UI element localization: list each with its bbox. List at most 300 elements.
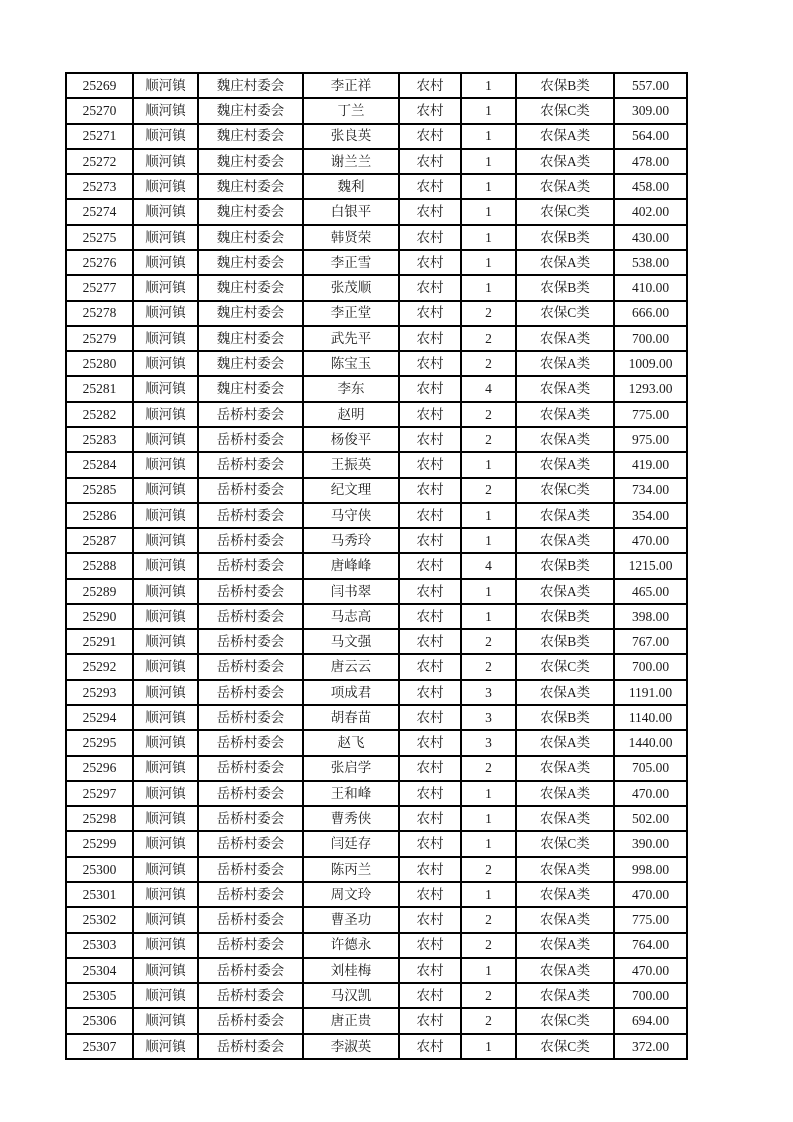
table-row — [66, 781, 687, 806]
village-committee-cell: 岳桥村委会 — [198, 553, 303, 578]
town-cell: 顺河镇 — [133, 124, 198, 149]
amount-cell: 764.00 — [614, 933, 687, 958]
person-count-cell: 1 — [461, 882, 516, 907]
insurance-class-cell: 农保A类 — [516, 983, 614, 1008]
person-name-cell: 曹秀侠 — [303, 806, 399, 831]
amount-cell: 700.00 — [614, 983, 687, 1008]
amount-cell: 419.00 — [614, 452, 687, 477]
residence-type-cell: 农村 — [399, 250, 461, 275]
person-name-cell: 刘桂梅 — [303, 958, 399, 983]
amount-cell: 700.00 — [614, 326, 687, 351]
person-name-cell: 李东 — [303, 376, 399, 401]
village-committee-cell: 魏庄村委会 — [198, 301, 303, 326]
town-cell: 顺河镇 — [133, 831, 198, 856]
village-committee-cell: 岳桥村委会 — [198, 756, 303, 781]
amount-cell: 734.00 — [614, 478, 687, 503]
record-id-cell: 25284 — [66, 452, 133, 477]
amount-cell: 390.00 — [614, 831, 687, 856]
table-row — [66, 654, 687, 679]
person-count-cell: 2 — [461, 654, 516, 679]
person-count-cell: 4 — [461, 553, 516, 578]
insurance-class-cell: 农保B类 — [516, 553, 614, 578]
residence-type-cell: 农村 — [399, 199, 461, 224]
record-id-cell: 25295 — [66, 730, 133, 755]
person-name-cell: 谢兰兰 — [303, 149, 399, 174]
village-committee-cell: 魏庄村委会 — [198, 149, 303, 174]
person-count-cell: 2 — [461, 301, 516, 326]
table-row — [66, 604, 687, 629]
residence-type-cell: 农村 — [399, 225, 461, 250]
town-cell: 顺河镇 — [133, 376, 198, 401]
person-count-cell: 1 — [461, 806, 516, 831]
record-id-cell: 25287 — [66, 528, 133, 553]
amount-cell: 458.00 — [614, 174, 687, 199]
person-count-cell: 2 — [461, 427, 516, 452]
person-count-cell: 1 — [461, 225, 516, 250]
record-id-cell: 25301 — [66, 882, 133, 907]
residence-type-cell: 农村 — [399, 654, 461, 679]
person-count-cell: 1 — [461, 124, 516, 149]
insurance-class-cell: 农保A类 — [516, 857, 614, 882]
table-row — [66, 882, 687, 907]
residence-type-cell: 农村 — [399, 301, 461, 326]
town-cell: 顺河镇 — [133, 326, 198, 351]
person-name-cell: 武先平 — [303, 326, 399, 351]
insurance-class-cell: 农保A类 — [516, 250, 614, 275]
table-row — [66, 427, 687, 452]
table-row — [66, 326, 687, 351]
amount-cell: 666.00 — [614, 301, 687, 326]
village-committee-cell: 岳桥村委会 — [198, 705, 303, 730]
person-name-cell: 张启学 — [303, 756, 399, 781]
village-committee-cell: 岳桥村委会 — [198, 503, 303, 528]
town-cell: 顺河镇 — [133, 958, 198, 983]
insurance-class-cell: 农保A类 — [516, 402, 614, 427]
residence-type-cell: 农村 — [399, 1034, 461, 1059]
record-id-cell: 25272 — [66, 149, 133, 174]
table-row — [66, 402, 687, 427]
table-row — [66, 907, 687, 932]
benefit-records-table — [65, 72, 688, 1060]
amount-cell: 502.00 — [614, 806, 687, 831]
town-cell: 顺河镇 — [133, 149, 198, 174]
table-row — [66, 1034, 687, 1059]
record-id-cell: 25281 — [66, 376, 133, 401]
insurance-class-cell: 农保A类 — [516, 174, 614, 199]
table-row — [66, 756, 687, 781]
insurance-class-cell: 农保B类 — [516, 629, 614, 654]
town-cell: 顺河镇 — [133, 351, 198, 376]
person-count-cell: 2 — [461, 478, 516, 503]
village-committee-cell: 魏庄村委会 — [198, 376, 303, 401]
residence-type-cell: 农村 — [399, 351, 461, 376]
town-cell: 顺河镇 — [133, 1034, 198, 1059]
record-id-cell: 25304 — [66, 958, 133, 983]
record-id-cell: 25271 — [66, 124, 133, 149]
table-row — [66, 730, 687, 755]
residence-type-cell: 农村 — [399, 907, 461, 932]
person-count-cell: 1 — [461, 73, 516, 98]
person-count-cell: 1 — [461, 250, 516, 275]
insurance-class-cell: 农保A类 — [516, 933, 614, 958]
village-committee-cell: 岳桥村委会 — [198, 781, 303, 806]
village-committee-cell: 岳桥村委会 — [198, 654, 303, 679]
table-row — [66, 98, 687, 123]
town-cell: 顺河镇 — [133, 730, 198, 755]
record-id-cell: 25305 — [66, 983, 133, 1008]
record-id-cell: 25280 — [66, 351, 133, 376]
insurance-class-cell: 农保C类 — [516, 98, 614, 123]
table-row — [66, 73, 687, 98]
village-committee-cell: 岳桥村委会 — [198, 478, 303, 503]
residence-type-cell: 农村 — [399, 427, 461, 452]
village-committee-cell: 魏庄村委会 — [198, 225, 303, 250]
person-count-cell: 1 — [461, 174, 516, 199]
town-cell: 顺河镇 — [133, 806, 198, 831]
person-name-cell: 马文强 — [303, 629, 399, 654]
residence-type-cell: 农村 — [399, 402, 461, 427]
person-name-cell: 唐峰峰 — [303, 553, 399, 578]
record-id-cell: 25274 — [66, 199, 133, 224]
town-cell: 顺河镇 — [133, 781, 198, 806]
town-cell: 顺河镇 — [133, 73, 198, 98]
amount-cell: 564.00 — [614, 124, 687, 149]
table-row — [66, 958, 687, 983]
amount-cell: 1293.00 — [614, 376, 687, 401]
insurance-class-cell: 农保A类 — [516, 149, 614, 174]
town-cell: 顺河镇 — [133, 301, 198, 326]
amount-cell: 975.00 — [614, 427, 687, 452]
person-name-cell: 周文玲 — [303, 882, 399, 907]
table-row — [66, 1008, 687, 1033]
person-count-cell: 1 — [461, 149, 516, 174]
record-id-cell: 25278 — [66, 301, 133, 326]
record-id-cell: 25279 — [66, 326, 133, 351]
table-row — [66, 831, 687, 856]
amount-cell: 470.00 — [614, 882, 687, 907]
record-id-cell: 25275 — [66, 225, 133, 250]
village-committee-cell: 岳桥村委会 — [198, 579, 303, 604]
record-id-cell: 25303 — [66, 933, 133, 958]
person-name-cell: 唐云云 — [303, 654, 399, 679]
record-id-cell: 25282 — [66, 402, 133, 427]
person-name-cell: 唐正贵 — [303, 1008, 399, 1033]
record-id-cell: 25297 — [66, 781, 133, 806]
village-committee-cell: 岳桥村委会 — [198, 452, 303, 477]
person-name-cell: 白银平 — [303, 199, 399, 224]
town-cell: 顺河镇 — [133, 199, 198, 224]
person-name-cell: 曹圣功 — [303, 907, 399, 932]
amount-cell: 470.00 — [614, 958, 687, 983]
town-cell: 顺河镇 — [133, 579, 198, 604]
person-name-cell: 项成君 — [303, 680, 399, 705]
amount-cell: 410.00 — [614, 275, 687, 300]
record-id-cell: 25276 — [66, 250, 133, 275]
village-committee-cell: 岳桥村委会 — [198, 983, 303, 1008]
person-name-cell: 许德永 — [303, 933, 399, 958]
table-row — [66, 478, 687, 503]
amount-cell: 775.00 — [614, 907, 687, 932]
person-name-cell: 张茂顺 — [303, 275, 399, 300]
insurance-class-cell: 农保C类 — [516, 1008, 614, 1033]
residence-type-cell: 农村 — [399, 958, 461, 983]
residence-type-cell: 农村 — [399, 933, 461, 958]
town-cell: 顺河镇 — [133, 528, 198, 553]
village-committee-cell: 魏庄村委会 — [198, 174, 303, 199]
amount-cell: 767.00 — [614, 629, 687, 654]
insurance-class-cell: 农保A类 — [516, 806, 614, 831]
person-count-cell: 1 — [461, 452, 516, 477]
insurance-class-cell: 农保A类 — [516, 756, 614, 781]
residence-type-cell: 农村 — [399, 831, 461, 856]
village-committee-cell: 魏庄村委会 — [198, 124, 303, 149]
person-count-cell: 3 — [461, 680, 516, 705]
table-row — [66, 174, 687, 199]
person-count-cell: 1 — [461, 275, 516, 300]
person-name-cell: 陈宝玉 — [303, 351, 399, 376]
town-cell: 顺河镇 — [133, 174, 198, 199]
table-row — [66, 301, 687, 326]
person-count-cell: 1 — [461, 831, 516, 856]
amount-cell: 998.00 — [614, 857, 687, 882]
insurance-class-cell: 农保B类 — [516, 604, 614, 629]
table-row — [66, 376, 687, 401]
person-name-cell: 马守侠 — [303, 503, 399, 528]
residence-type-cell: 农村 — [399, 174, 461, 199]
insurance-class-cell: 农保C类 — [516, 478, 614, 503]
town-cell: 顺河镇 — [133, 402, 198, 427]
residence-type-cell: 农村 — [399, 781, 461, 806]
amount-cell: 1215.00 — [614, 553, 687, 578]
table-row — [66, 705, 687, 730]
insurance-class-cell: 农保C类 — [516, 199, 614, 224]
table-row — [66, 553, 687, 578]
village-committee-cell: 岳桥村委会 — [198, 680, 303, 705]
person-count-cell: 1 — [461, 199, 516, 224]
amount-cell: 402.00 — [614, 199, 687, 224]
record-id-cell: 25293 — [66, 680, 133, 705]
residence-type-cell: 农村 — [399, 680, 461, 705]
town-cell: 顺河镇 — [133, 857, 198, 882]
person-name-cell: 李正祥 — [303, 73, 399, 98]
amount-cell: 398.00 — [614, 604, 687, 629]
person-name-cell: 闫廷存 — [303, 831, 399, 856]
person-count-cell: 2 — [461, 326, 516, 351]
residence-type-cell: 农村 — [399, 629, 461, 654]
town-cell: 顺河镇 — [133, 250, 198, 275]
insurance-class-cell: 农保B类 — [516, 275, 614, 300]
person-name-cell: 李淑英 — [303, 1034, 399, 1059]
town-cell: 顺河镇 — [133, 654, 198, 679]
record-id-cell: 25269 — [66, 73, 133, 98]
town-cell: 顺河镇 — [133, 553, 198, 578]
residence-type-cell: 农村 — [399, 705, 461, 730]
insurance-class-cell: 农保A类 — [516, 351, 614, 376]
record-id-cell: 25277 — [66, 275, 133, 300]
village-committee-cell: 魏庄村委会 — [198, 199, 303, 224]
town-cell: 顺河镇 — [133, 933, 198, 958]
village-committee-cell: 岳桥村委会 — [198, 604, 303, 629]
person-name-cell: 张良英 — [303, 124, 399, 149]
person-name-cell: 李正堂 — [303, 301, 399, 326]
amount-cell: 775.00 — [614, 402, 687, 427]
village-committee-cell: 岳桥村委会 — [198, 402, 303, 427]
village-committee-cell: 魏庄村委会 — [198, 98, 303, 123]
town-cell: 顺河镇 — [133, 604, 198, 629]
village-committee-cell: 魏庄村委会 — [198, 250, 303, 275]
village-committee-cell: 岳桥村委会 — [198, 1034, 303, 1059]
record-id-cell: 25273 — [66, 174, 133, 199]
person-count-cell: 1 — [461, 958, 516, 983]
amount-cell: 705.00 — [614, 756, 687, 781]
town-cell: 顺河镇 — [133, 427, 198, 452]
town-cell: 顺河镇 — [133, 983, 198, 1008]
amount-cell: 430.00 — [614, 225, 687, 250]
insurance-class-cell: 农保A类 — [516, 503, 614, 528]
table-row — [66, 629, 687, 654]
village-committee-cell: 岳桥村委会 — [198, 427, 303, 452]
amount-cell: 694.00 — [614, 1008, 687, 1033]
record-id-cell: 25291 — [66, 629, 133, 654]
record-id-cell: 25270 — [66, 98, 133, 123]
table-row — [66, 275, 687, 300]
person-name-cell: 赵明 — [303, 402, 399, 427]
village-committee-cell: 岳桥村委会 — [198, 730, 303, 755]
person-count-cell: 2 — [461, 857, 516, 882]
record-id-cell: 25300 — [66, 857, 133, 882]
person-count-cell: 2 — [461, 907, 516, 932]
table-row — [66, 528, 687, 553]
person-name-cell: 魏利 — [303, 174, 399, 199]
town-cell: 顺河镇 — [133, 478, 198, 503]
residence-type-cell: 农村 — [399, 756, 461, 781]
village-committee-cell: 魏庄村委会 — [198, 326, 303, 351]
person-name-cell: 韩贤荣 — [303, 225, 399, 250]
person-name-cell: 陈丙兰 — [303, 857, 399, 882]
residence-type-cell: 农村 — [399, 376, 461, 401]
person-count-cell: 3 — [461, 705, 516, 730]
insurance-class-cell: 农保A类 — [516, 680, 614, 705]
table-row — [66, 452, 687, 477]
amount-cell: 470.00 — [614, 528, 687, 553]
residence-type-cell: 农村 — [399, 452, 461, 477]
record-id-cell: 25294 — [66, 705, 133, 730]
village-committee-cell: 岳桥村委会 — [198, 933, 303, 958]
person-count-cell: 2 — [461, 351, 516, 376]
table-row — [66, 933, 687, 958]
person-name-cell: 王和峰 — [303, 781, 399, 806]
table-row — [66, 250, 687, 275]
amount-cell: 557.00 — [614, 73, 687, 98]
record-id-cell: 25290 — [66, 604, 133, 629]
village-committee-cell: 岳桥村委会 — [198, 857, 303, 882]
person-name-cell: 王振英 — [303, 452, 399, 477]
residence-type-cell: 农村 — [399, 857, 461, 882]
person-count-cell: 3 — [461, 730, 516, 755]
person-count-cell: 1 — [461, 503, 516, 528]
insurance-class-cell: 农保A类 — [516, 882, 614, 907]
person-count-cell: 1 — [461, 604, 516, 629]
record-id-cell: 25296 — [66, 756, 133, 781]
town-cell: 顺河镇 — [133, 1008, 198, 1033]
insurance-class-cell: 农保B类 — [516, 225, 614, 250]
person-name-cell: 纪文理 — [303, 478, 399, 503]
town-cell: 顺河镇 — [133, 503, 198, 528]
town-cell: 顺河镇 — [133, 98, 198, 123]
residence-type-cell: 农村 — [399, 579, 461, 604]
residence-type-cell: 农村 — [399, 730, 461, 755]
insurance-class-cell: 农保A类 — [516, 376, 614, 401]
village-committee-cell: 魏庄村委会 — [198, 73, 303, 98]
amount-cell: 372.00 — [614, 1034, 687, 1059]
record-id-cell: 25307 — [66, 1034, 133, 1059]
amount-cell: 538.00 — [614, 250, 687, 275]
amount-cell: 1440.00 — [614, 730, 687, 755]
record-id-cell: 25285 — [66, 478, 133, 503]
residence-type-cell: 农村 — [399, 73, 461, 98]
amount-cell: 1191.00 — [614, 680, 687, 705]
village-committee-cell: 岳桥村委会 — [198, 629, 303, 654]
insurance-class-cell: 农保A类 — [516, 326, 614, 351]
person-count-cell: 2 — [461, 629, 516, 654]
residence-type-cell: 农村 — [399, 1008, 461, 1033]
person-count-cell: 2 — [461, 933, 516, 958]
insurance-class-cell: 农保A类 — [516, 124, 614, 149]
residence-type-cell: 农村 — [399, 806, 461, 831]
insurance-class-cell: 农保A类 — [516, 730, 614, 755]
town-cell: 顺河镇 — [133, 907, 198, 932]
person-name-cell: 马志高 — [303, 604, 399, 629]
town-cell: 顺河镇 — [133, 275, 198, 300]
person-count-cell: 2 — [461, 402, 516, 427]
insurance-class-cell: 农保C类 — [516, 654, 614, 679]
town-cell: 顺河镇 — [133, 756, 198, 781]
table-row — [66, 983, 687, 1008]
person-name-cell: 胡春苗 — [303, 705, 399, 730]
town-cell: 顺河镇 — [133, 680, 198, 705]
record-id-cell: 25306 — [66, 1008, 133, 1033]
residence-type-cell: 农村 — [399, 98, 461, 123]
insurance-class-cell: 农保A类 — [516, 452, 614, 477]
amount-cell: 354.00 — [614, 503, 687, 528]
person-count-cell: 1 — [461, 1034, 516, 1059]
village-committee-cell: 岳桥村委会 — [198, 806, 303, 831]
town-cell: 顺河镇 — [133, 629, 198, 654]
village-committee-cell: 岳桥村委会 — [198, 907, 303, 932]
insurance-class-cell: 农保A类 — [516, 958, 614, 983]
table-body — [66, 73, 687, 1059]
table-row — [66, 149, 687, 174]
insurance-class-cell: 农保B类 — [516, 705, 614, 730]
record-id-cell: 25292 — [66, 654, 133, 679]
table-row — [66, 199, 687, 224]
residence-type-cell: 农村 — [399, 503, 461, 528]
town-cell: 顺河镇 — [133, 882, 198, 907]
town-cell: 顺河镇 — [133, 452, 198, 477]
amount-cell: 470.00 — [614, 781, 687, 806]
insurance-class-cell: 农保A类 — [516, 907, 614, 932]
person-count-cell: 2 — [461, 1008, 516, 1033]
village-committee-cell: 岳桥村委会 — [198, 528, 303, 553]
insurance-class-cell: 农保A类 — [516, 427, 614, 452]
residence-type-cell: 农村 — [399, 553, 461, 578]
person-name-cell: 赵飞 — [303, 730, 399, 755]
record-id-cell: 25288 — [66, 553, 133, 578]
record-id-cell: 25286 — [66, 503, 133, 528]
amount-cell: 700.00 — [614, 654, 687, 679]
village-committee-cell: 岳桥村委会 — [198, 831, 303, 856]
residence-type-cell: 农村 — [399, 528, 461, 553]
